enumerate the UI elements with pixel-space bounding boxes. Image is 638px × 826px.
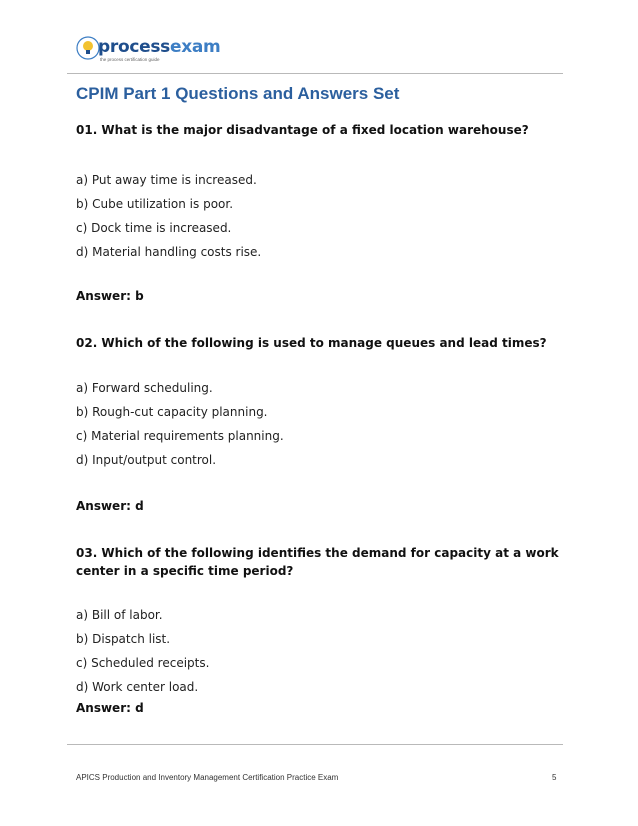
brand-name: processexam xyxy=(98,37,221,57)
question-prompt: 01. What is the major disadvantage of a fixed location warehouse? xyxy=(76,123,529,137)
footer-text: APICS Production and Inventory Management Certification Practice Exam xyxy=(76,773,339,782)
answer-option: a) Forward scheduling. xyxy=(76,381,213,395)
question-prompt-line1: 03. Which of the following identifies the demand for capacity at a work xyxy=(76,546,559,560)
answer-option: c) Material requirements planning. xyxy=(76,429,284,443)
answer-option: b) Rough-cut capacity planning. xyxy=(76,405,268,419)
brand-tagline: the process certification guide xyxy=(100,57,160,62)
answer-option: c) Scheduled receipts. xyxy=(76,656,210,670)
page-title: CPIM Part 1 Questions and Answers Set xyxy=(76,84,400,103)
footer-divider xyxy=(67,744,563,745)
answer-option: a) Put away time is increased. xyxy=(76,173,257,187)
header-divider xyxy=(67,73,563,74)
question-prompt: 02. Which of the following is used to manage queues and lead times? xyxy=(76,336,547,350)
answer-option: d) Work center load. xyxy=(76,680,199,694)
question-prompt-line2: center in a specific time period? xyxy=(76,564,294,578)
answer-option: d) Input/output control. xyxy=(76,453,217,467)
answer-option: a) Bill of labor. xyxy=(76,608,163,622)
answer-option: d) Material handling costs rise. xyxy=(76,245,262,259)
answer-key: Answer: d xyxy=(76,499,144,513)
answer-option: c) Dock time is increased. xyxy=(76,221,232,235)
answer-key: Answer: b xyxy=(76,289,144,303)
page-number: 5 xyxy=(552,773,557,782)
answer-key: Answer: d xyxy=(76,701,144,715)
answer-option: b) Dispatch list. xyxy=(76,632,171,646)
answer-option: b) Cube utilization is poor. xyxy=(76,197,234,211)
